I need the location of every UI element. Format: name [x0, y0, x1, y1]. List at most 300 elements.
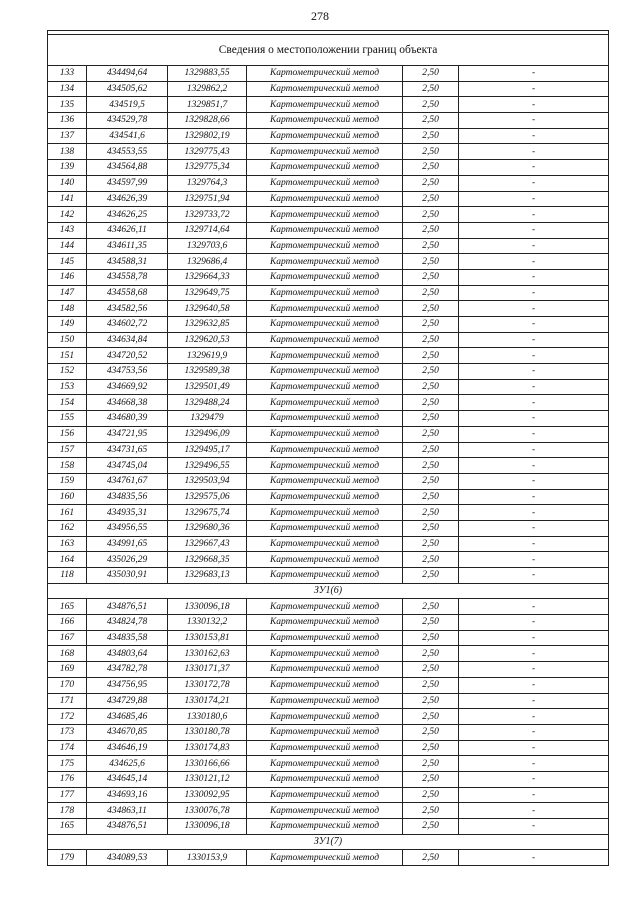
- description-cell: -: [459, 285, 609, 301]
- method-cell: Картометрический метод: [247, 191, 403, 207]
- table-row: [48, 317, 609, 333]
- method-cell: Картометрический метод: [247, 395, 403, 411]
- method-cell: Картометрический метод: [247, 81, 403, 97]
- table-row: [48, 850, 609, 866]
- description-cell: -: [459, 364, 609, 380]
- x-coordinate-cell: 434693,16: [87, 787, 168, 803]
- y-coordinate-cell: 1329664,33: [168, 269, 247, 285]
- table-row: [48, 568, 609, 584]
- description-cell: -: [459, 66, 609, 82]
- accuracy-cell: 2,50: [403, 756, 459, 772]
- x-coordinate-cell: 434626,11: [87, 222, 168, 238]
- table-row: [48, 458, 609, 474]
- x-coordinate-cell: 434564,88: [87, 160, 168, 176]
- description-cell: -: [459, 693, 609, 709]
- y-coordinate-cell: 1329503,94: [168, 473, 247, 489]
- table-row: [48, 144, 609, 160]
- y-coordinate-cell: 1330180,6: [168, 709, 247, 725]
- accuracy-cell: 2,50: [403, 489, 459, 505]
- description-cell: -: [459, 520, 609, 536]
- table-row: [48, 442, 609, 458]
- accuracy-cell: 2,50: [403, 819, 459, 835]
- accuracy-cell: 2,50: [403, 411, 459, 427]
- method-cell: Картометрический метод: [247, 254, 403, 270]
- description-cell: -: [459, 301, 609, 317]
- point-number-cell: 136: [48, 113, 87, 129]
- description-cell: -: [459, 787, 609, 803]
- x-coordinate-cell: 435026,29: [87, 552, 168, 568]
- method-cell: Картометрический метод: [247, 113, 403, 129]
- x-coordinate-cell: 434541,6: [87, 128, 168, 144]
- x-coordinate-cell: 434803,64: [87, 646, 168, 662]
- description-cell: -: [459, 395, 609, 411]
- x-coordinate-cell: 434720,52: [87, 348, 168, 364]
- method-cell: Картометрический метод: [247, 238, 403, 254]
- description-cell: -: [459, 756, 609, 772]
- accuracy-cell: 2,50: [403, 81, 459, 97]
- accuracy-cell: 2,50: [403, 175, 459, 191]
- point-number-cell: 149: [48, 317, 87, 333]
- x-coordinate-cell: 434645,14: [87, 771, 168, 787]
- method-cell: Картометрический метод: [247, 536, 403, 552]
- method-cell: Картометрический метод: [247, 803, 403, 819]
- y-coordinate-cell: 1329683,13: [168, 568, 247, 584]
- method-cell: Картометрический метод: [247, 724, 403, 740]
- method-cell: Картометрический метод: [247, 411, 403, 427]
- description-cell: -: [459, 207, 609, 223]
- y-coordinate-cell: 1329667,43: [168, 536, 247, 552]
- x-coordinate-cell: 434588,31: [87, 254, 168, 270]
- accuracy-cell: 2,50: [403, 379, 459, 395]
- point-number-cell: 118: [48, 568, 87, 584]
- table-row: [48, 269, 609, 285]
- x-coordinate-cell: 434956,55: [87, 520, 168, 536]
- method-cell: Картометрический метод: [247, 269, 403, 285]
- y-coordinate-cell: 1329675,74: [168, 505, 247, 521]
- method-cell: Картометрический метод: [247, 160, 403, 176]
- y-coordinate-cell: 1329680,36: [168, 520, 247, 536]
- point-number-cell: 151: [48, 348, 87, 364]
- x-coordinate-cell: 434835,58: [87, 630, 168, 646]
- y-coordinate-cell: 1329619,9: [168, 348, 247, 364]
- method-cell: Картометрический метод: [247, 709, 403, 725]
- table-row: [48, 128, 609, 144]
- x-coordinate-cell: 434670,85: [87, 724, 168, 740]
- method-cell: Картометрический метод: [247, 630, 403, 646]
- point-number-cell: 175: [48, 756, 87, 772]
- description-cell: -: [459, 740, 609, 756]
- point-number-cell: 141: [48, 191, 87, 207]
- x-coordinate-cell: 434721,95: [87, 426, 168, 442]
- point-number-cell: 143: [48, 222, 87, 238]
- table-row: [48, 160, 609, 176]
- y-coordinate-cell: 1329632,85: [168, 317, 247, 333]
- method-cell: Картометрический метод: [247, 175, 403, 191]
- x-coordinate-cell: 435030,91: [87, 568, 168, 584]
- point-number-cell: 158: [48, 458, 87, 474]
- table-row: [48, 740, 609, 756]
- point-number-cell: 140: [48, 175, 87, 191]
- y-coordinate-cell: 1329589,38: [168, 364, 247, 380]
- x-coordinate-cell: 434626,25: [87, 207, 168, 223]
- section-header-row: [48, 834, 609, 850]
- y-coordinate-cell: 1329775,43: [168, 144, 247, 160]
- x-coordinate-cell: 434505,62: [87, 81, 168, 97]
- table-row: [48, 662, 609, 678]
- description-cell: -: [459, 536, 609, 552]
- section-header-row: [48, 583, 609, 599]
- y-coordinate-cell: 1329640,58: [168, 301, 247, 317]
- method-cell: Картометрический метод: [247, 756, 403, 772]
- description-cell: -: [459, 662, 609, 678]
- description-cell: -: [459, 505, 609, 521]
- y-coordinate-cell: 1329620,53: [168, 332, 247, 348]
- method-cell: Картометрический метод: [247, 505, 403, 521]
- description-cell: -: [459, 724, 609, 740]
- accuracy-cell: 2,50: [403, 787, 459, 803]
- accuracy-cell: 2,50: [403, 301, 459, 317]
- point-number-cell: 162: [48, 520, 87, 536]
- x-coordinate-cell: 434835,56: [87, 489, 168, 505]
- method-cell: Картометрический метод: [247, 599, 403, 615]
- description-cell: -: [459, 113, 609, 129]
- table-row: [48, 379, 609, 395]
- point-number-cell: 166: [48, 615, 87, 631]
- point-number-cell: 171: [48, 693, 87, 709]
- accuracy-cell: 2,50: [403, 803, 459, 819]
- x-coordinate-cell: 434089,53: [87, 850, 168, 866]
- x-coordinate-cell: 434876,51: [87, 819, 168, 835]
- description-cell: -: [459, 599, 609, 615]
- table-row: [48, 426, 609, 442]
- point-number-cell: 150: [48, 332, 87, 348]
- point-number-cell: 169: [48, 662, 87, 678]
- y-coordinate-cell: 1330121,12: [168, 771, 247, 787]
- accuracy-cell: 2,50: [403, 332, 459, 348]
- description-cell: -: [459, 677, 609, 693]
- point-number-cell: 178: [48, 803, 87, 819]
- x-coordinate-cell: 434553,55: [87, 144, 168, 160]
- point-number-cell: 157: [48, 442, 87, 458]
- point-number-cell: 148: [48, 301, 87, 317]
- accuracy-cell: 2,50: [403, 238, 459, 254]
- table-row: [48, 489, 609, 505]
- method-cell: Картометрический метод: [247, 97, 403, 113]
- description-cell: -: [459, 426, 609, 442]
- description-cell: -: [459, 222, 609, 238]
- point-number-cell: 139: [48, 160, 87, 176]
- accuracy-cell: 2,50: [403, 536, 459, 552]
- point-number-cell: 174: [48, 740, 87, 756]
- accuracy-cell: 2,50: [403, 473, 459, 489]
- description-cell: -: [459, 160, 609, 176]
- method-cell: Картометрический метод: [247, 771, 403, 787]
- y-coordinate-cell: 1329496,55: [168, 458, 247, 474]
- point-number-cell: 161: [48, 505, 87, 521]
- method-cell: Картометрический метод: [247, 332, 403, 348]
- table-row: [48, 66, 609, 82]
- point-number-cell: 134: [48, 81, 87, 97]
- y-coordinate-cell: 1329703,6: [168, 238, 247, 254]
- x-coordinate-cell: 434634,84: [87, 332, 168, 348]
- point-number-cell: 177: [48, 787, 87, 803]
- accuracy-cell: 2,50: [403, 207, 459, 223]
- table-row: [48, 630, 609, 646]
- x-coordinate-cell: 434611,35: [87, 238, 168, 254]
- description-cell: -: [459, 332, 609, 348]
- description-cell: -: [459, 348, 609, 364]
- method-cell: Картометрический метод: [247, 66, 403, 82]
- table-row: [48, 803, 609, 819]
- point-number-cell: 153: [48, 379, 87, 395]
- point-number-cell: 170: [48, 677, 87, 693]
- x-coordinate-cell: 434582,56: [87, 301, 168, 317]
- accuracy-cell: 2,50: [403, 128, 459, 144]
- x-coordinate-cell: 434529,78: [87, 113, 168, 129]
- y-coordinate-cell: 1329495,17: [168, 442, 247, 458]
- x-coordinate-cell: 434668,38: [87, 395, 168, 411]
- accuracy-cell: 2,50: [403, 348, 459, 364]
- point-number-cell: 159: [48, 473, 87, 489]
- x-coordinate-cell: 434558,68: [87, 285, 168, 301]
- description-cell: -: [459, 317, 609, 333]
- table-row: [48, 771, 609, 787]
- y-coordinate-cell: 1330162,63: [168, 646, 247, 662]
- table-title-row: [48, 35, 609, 66]
- table-row: [48, 599, 609, 615]
- method-cell: Картометрический метод: [247, 364, 403, 380]
- boundary-table-frame: [47, 30, 608, 866]
- point-number-cell: 142: [48, 207, 87, 223]
- method-cell: Картометрический метод: [247, 426, 403, 442]
- method-cell: Картометрический метод: [247, 520, 403, 536]
- y-coordinate-cell: 1330076,78: [168, 803, 247, 819]
- method-cell: Картометрический метод: [247, 740, 403, 756]
- y-coordinate-cell: 1330132,2: [168, 615, 247, 631]
- description-cell: -: [459, 850, 609, 866]
- point-number-cell: 156: [48, 426, 87, 442]
- description-cell: -: [459, 473, 609, 489]
- accuracy-cell: 2,50: [403, 317, 459, 333]
- point-number-cell: 152: [48, 364, 87, 380]
- x-coordinate-cell: 434991,65: [87, 536, 168, 552]
- table-row: [48, 819, 609, 835]
- description-cell: -: [459, 238, 609, 254]
- y-coordinate-cell: 1330096,18: [168, 819, 247, 835]
- method-cell: Картометрический метод: [247, 677, 403, 693]
- point-number-cell: 179: [48, 850, 87, 866]
- x-coordinate-cell: 434519,5: [87, 97, 168, 113]
- x-coordinate-cell: 434731,65: [87, 442, 168, 458]
- method-cell: Картометрический метод: [247, 568, 403, 584]
- accuracy-cell: 2,50: [403, 693, 459, 709]
- table-row: [48, 411, 609, 427]
- section-label: ЗУ1(7): [48, 834, 609, 850]
- table-row: [48, 348, 609, 364]
- table-row: [48, 693, 609, 709]
- x-coordinate-cell: 434824,78: [87, 615, 168, 631]
- description-cell: -: [459, 128, 609, 144]
- method-cell: Картометрический метод: [247, 458, 403, 474]
- method-cell: Картометрический метод: [247, 442, 403, 458]
- accuracy-cell: 2,50: [403, 442, 459, 458]
- method-cell: Картометрический метод: [247, 787, 403, 803]
- table-row: [48, 222, 609, 238]
- x-coordinate-cell: 434685,46: [87, 709, 168, 725]
- description-cell: -: [459, 175, 609, 191]
- point-number-cell: 147: [48, 285, 87, 301]
- y-coordinate-cell: 1330166,66: [168, 756, 247, 772]
- table-row: [48, 81, 609, 97]
- table-row: [48, 301, 609, 317]
- point-number-cell: 167: [48, 630, 87, 646]
- point-number-cell: 137: [48, 128, 87, 144]
- description-cell: -: [459, 269, 609, 285]
- accuracy-cell: 2,50: [403, 285, 459, 301]
- y-coordinate-cell: 1329802,19: [168, 128, 247, 144]
- table-row: [48, 254, 609, 270]
- y-coordinate-cell: 1330096,18: [168, 599, 247, 615]
- x-coordinate-cell: 434602,72: [87, 317, 168, 333]
- x-coordinate-cell: 434729,88: [87, 693, 168, 709]
- y-coordinate-cell: 1329496,09: [168, 426, 247, 442]
- y-coordinate-cell: 1330092,95: [168, 787, 247, 803]
- method-cell: Картометрический метод: [247, 693, 403, 709]
- table-row: [48, 473, 609, 489]
- table-row: [48, 191, 609, 207]
- x-coordinate-cell: 434646,19: [87, 740, 168, 756]
- table-row: [48, 677, 609, 693]
- table-row: [48, 709, 609, 725]
- accuracy-cell: 2,50: [403, 505, 459, 521]
- y-coordinate-cell: 1329883,55: [168, 66, 247, 82]
- y-coordinate-cell: 1329488,24: [168, 395, 247, 411]
- description-cell: -: [459, 615, 609, 631]
- table-row: [48, 97, 609, 113]
- method-cell: Картометрический метод: [247, 552, 403, 568]
- y-coordinate-cell: 1329668,35: [168, 552, 247, 568]
- table-row: [48, 520, 609, 536]
- section-label: ЗУ1(6): [48, 583, 609, 599]
- y-coordinate-cell: 1330153,81: [168, 630, 247, 646]
- x-coordinate-cell: 434753,56: [87, 364, 168, 380]
- description-cell: -: [459, 97, 609, 113]
- description-cell: -: [459, 191, 609, 207]
- accuracy-cell: 2,50: [403, 113, 459, 129]
- table-row: [48, 238, 609, 254]
- x-coordinate-cell: 434756,95: [87, 677, 168, 693]
- method-cell: Картометрический метод: [247, 285, 403, 301]
- description-cell: -: [459, 568, 609, 584]
- point-number-cell: 165: [48, 819, 87, 835]
- accuracy-cell: 2,50: [403, 254, 459, 270]
- method-cell: Картометрический метод: [247, 615, 403, 631]
- table-row: [48, 364, 609, 380]
- x-coordinate-cell: 434863,11: [87, 803, 168, 819]
- point-number-cell: 146: [48, 269, 87, 285]
- description-cell: -: [459, 81, 609, 97]
- accuracy-cell: 2,50: [403, 191, 459, 207]
- method-cell: Картометрический метод: [247, 207, 403, 223]
- x-coordinate-cell: 434558,78: [87, 269, 168, 285]
- method-cell: Картометрический метод: [247, 128, 403, 144]
- x-coordinate-cell: 434597,99: [87, 175, 168, 191]
- x-coordinate-cell: 434494,64: [87, 66, 168, 82]
- method-cell: Картометрический метод: [247, 662, 403, 678]
- point-number-cell: 154: [48, 395, 87, 411]
- method-cell: Картометрический метод: [247, 489, 403, 505]
- accuracy-cell: 2,50: [403, 740, 459, 756]
- description-cell: -: [459, 144, 609, 160]
- method-cell: Картометрический метод: [247, 317, 403, 333]
- table-body: [48, 31, 609, 866]
- accuracy-cell: 2,50: [403, 222, 459, 238]
- point-number-cell: 172: [48, 709, 87, 725]
- x-coordinate-cell: 434626,39: [87, 191, 168, 207]
- accuracy-cell: 2,50: [403, 160, 459, 176]
- point-number-cell: 135: [48, 97, 87, 113]
- table-row: [48, 175, 609, 191]
- x-coordinate-cell: 434669,92: [87, 379, 168, 395]
- accuracy-cell: 2,50: [403, 568, 459, 584]
- point-number-cell: 145: [48, 254, 87, 270]
- point-number-cell: 138: [48, 144, 87, 160]
- table-row: [48, 395, 609, 411]
- table-row: [48, 756, 609, 772]
- description-cell: -: [459, 442, 609, 458]
- method-cell: Картометрический метод: [247, 348, 403, 364]
- description-cell: -: [459, 254, 609, 270]
- description-cell: -: [459, 709, 609, 725]
- accuracy-cell: 2,50: [403, 771, 459, 787]
- y-coordinate-cell: 1329851,7: [168, 97, 247, 113]
- x-coordinate-cell: 434625,6: [87, 756, 168, 772]
- point-number-cell: 176: [48, 771, 87, 787]
- accuracy-cell: 2,50: [403, 395, 459, 411]
- y-coordinate-cell: 1330174,21: [168, 693, 247, 709]
- y-coordinate-cell: 1329714,64: [168, 222, 247, 238]
- y-coordinate-cell: 1330171,37: [168, 662, 247, 678]
- x-coordinate-cell: 434876,51: [87, 599, 168, 615]
- accuracy-cell: 2,50: [403, 364, 459, 380]
- description-cell: -: [459, 552, 609, 568]
- description-cell: -: [459, 771, 609, 787]
- accuracy-cell: 2,50: [403, 850, 459, 866]
- method-cell: Картометрический метод: [247, 646, 403, 662]
- point-number-cell: 165: [48, 599, 87, 615]
- method-cell: Картометрический метод: [247, 379, 403, 395]
- x-coordinate-cell: 434761,67: [87, 473, 168, 489]
- accuracy-cell: 2,50: [403, 520, 459, 536]
- y-coordinate-cell: 1330180,78: [168, 724, 247, 740]
- table-row: [48, 552, 609, 568]
- table-row: [48, 615, 609, 631]
- boundary-coordinates-table: [47, 30, 609, 866]
- x-coordinate-cell: 434680,39: [87, 411, 168, 427]
- description-cell: -: [459, 646, 609, 662]
- y-coordinate-cell: 1330153,9: [168, 850, 247, 866]
- method-cell: Картометрический метод: [247, 819, 403, 835]
- point-number-cell: 168: [48, 646, 87, 662]
- accuracy-cell: 2,50: [403, 269, 459, 285]
- page-number: 278: [311, 9, 329, 23]
- y-coordinate-cell: 1330172,78: [168, 677, 247, 693]
- accuracy-cell: 2,50: [403, 66, 459, 82]
- table-row: [48, 724, 609, 740]
- table-row: [48, 787, 609, 803]
- method-cell: Картометрический метод: [247, 473, 403, 489]
- accuracy-cell: 2,50: [403, 662, 459, 678]
